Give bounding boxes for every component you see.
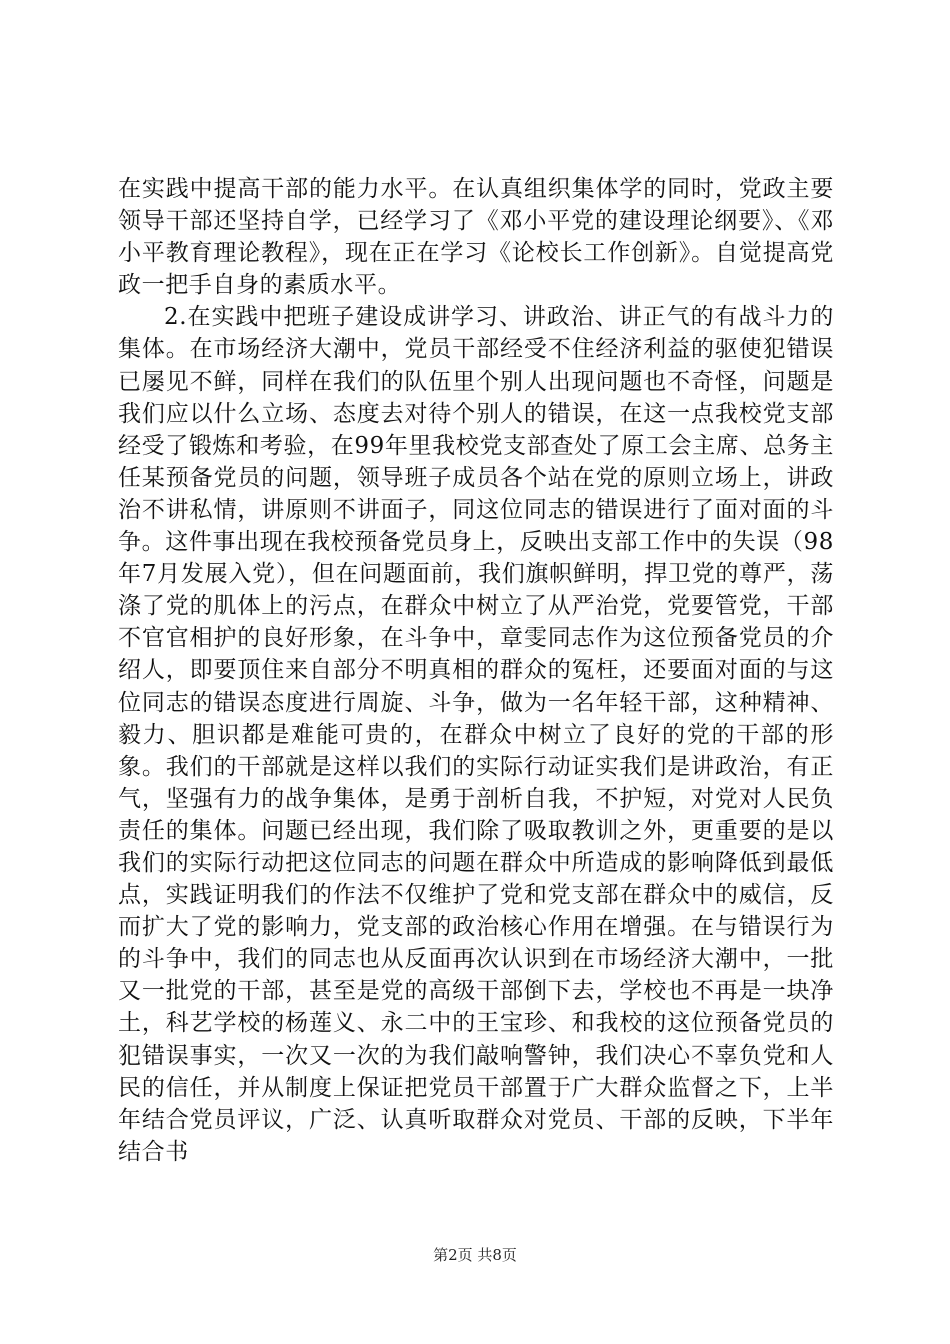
page-number-footer: 第2页 共8页 [433, 1246, 517, 1264]
paragraph-continuation: 在实践中提高干部的能力水平。在认真组织集体学的同时，党政主要领导干部还坚持自学，已经学习了《邓小平党的建设理论纲要》、《邓小平教育理论教程》，现在正在学习《论校长工作创新》。自觉提高党政一把手自身的素质水平。 [118, 176, 834, 299]
paragraph-item-2: 2.在实践中把班子建设成讲学习、讲政治、讲正气的有战斗力的集体。在市场经济大潮中，党员干部经受不住经济利益的驱使犯错误已屡见不鲜，同样在我们的队伍里个别人出现问题也不奇怪，问题是我们应以什么立场、态度去对待个别人的错误，在这一点我校党支部经受了锻炼和考验，在99年里我校党支部查处了原工会主席、总务主任某预备党员的问题，领导班子成员各个站在党的原则立场上，讲政治不讲私情，讲原则不讲面子，同这位同志的错误进行了面对面的斗争。这件事出现在我校预备党员身上，反映出支部工作中的失误（98年7月发展入党），但在问题面前，我们旗帜鲜明，捍卫党的尊严，荡涤了党的肌体上的污点，在群众中树立了从严治党，党要管党，干部不官官相护的良好形象，在斗争中，章雯同志作为这位预备党员的介绍人，即要顶住来自部分不明真相的群众的冤枉，还要面对面的与这位同志的错误态度进行周旋、斗争，做为一名年轻干部，这种精神、毅力、胆识都是难能可贵的，在群众中树立了良好的党的干部的形象。我们的干部就是这样以我们的实际行动证实我们是讲政治，有正气，坚强有力的战争集体，是勇于剖析自我，不护短，对党对人民负责任的集体。问题已经出现，我们除了吸取教训之外，更重要的是以我们的实际行动把这位同志的问题在群众中所造成的影响降低到最低点，实践证明我们的作法不仅维护了党和党支部在群众中的威信，反而扩大了党的影响力，党支部的政治核心作用在增强。在与错误行为的斗争中，我们的同志也从反面再次认识到在市场经济大潮中，一批又一批党的干部，甚至是党的高级干部倒下去，学校也不再是一块净土，科艺学校的杨莲义、永二中的王宝珍、和我校的这位预备党员的犯错误事实，一次又一次的为我们敲响警钟，我们决心不辜负党和人民的信任，并从制度上保证把党员干部置于广大群众监督之下，上半年结合党员评议，广泛、认真听取群众对党员、干部的反映，下半年结合书 [118, 304, 834, 1165]
document-body [118, 173, 834, 1168]
